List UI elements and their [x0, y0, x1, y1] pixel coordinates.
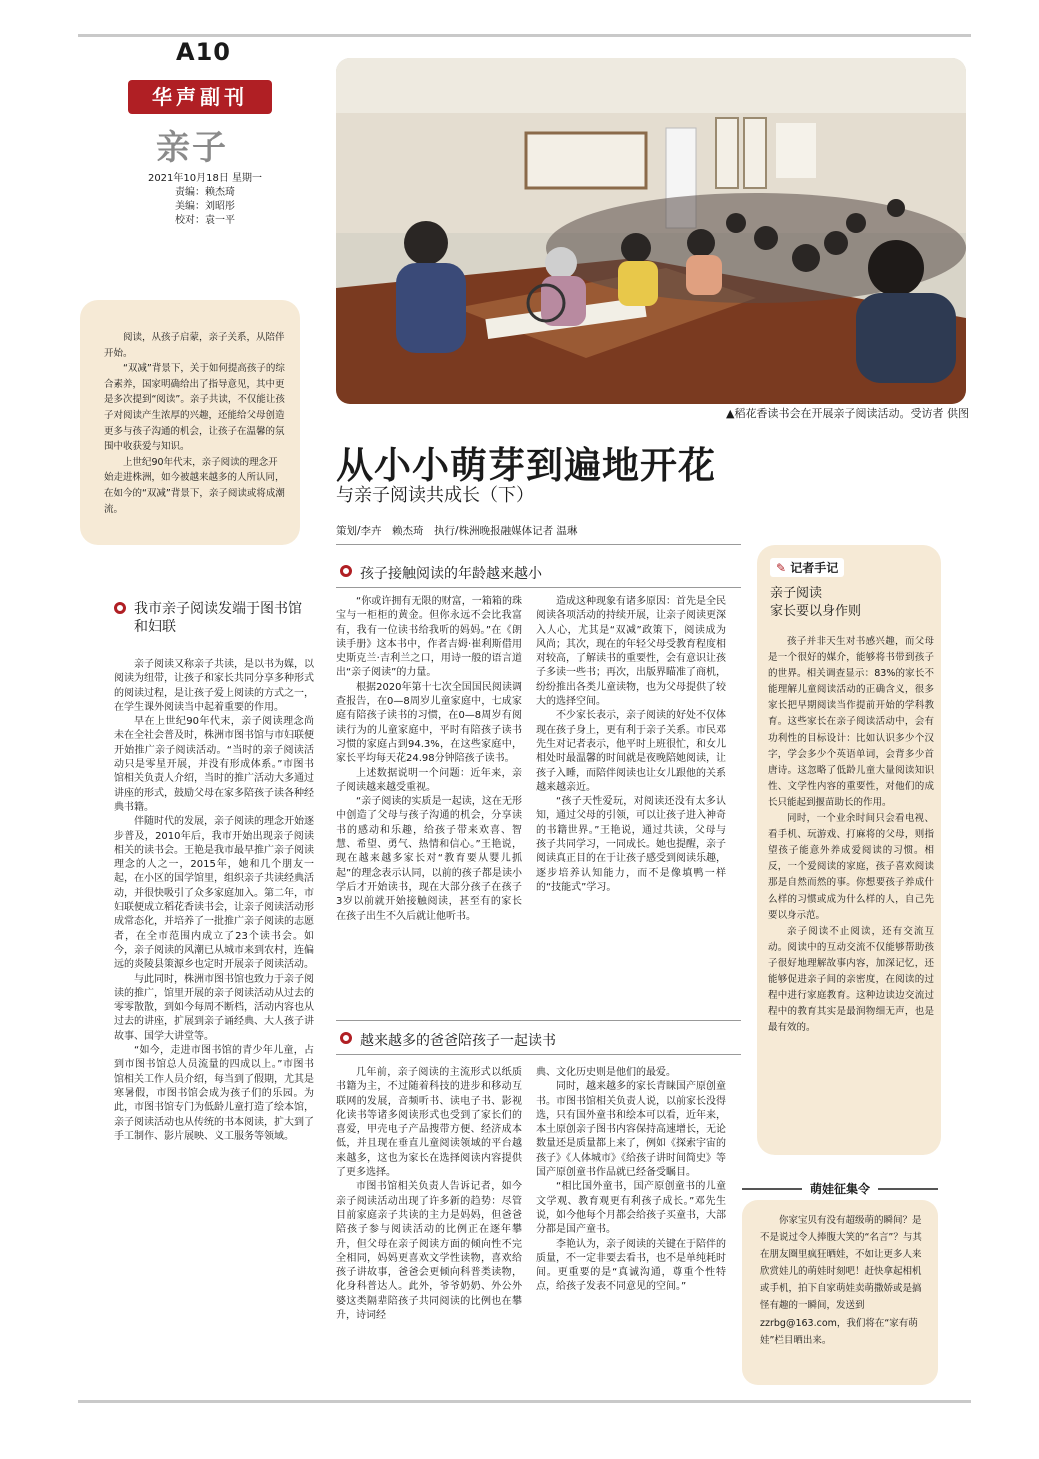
body-paragraph: 亲子阅读又称亲子共读，是以书为媒，以阅读为纽带，让孩子和家长共同分享多种形式的阅读过程，是让孩子爱上阅读的方式之一，在学生课外阅读当中起着重要的作用。 [114, 659, 314, 713]
reporter-note-label: 记者手记 [790, 561, 839, 575]
section-heading-text: 越来越多的爸爸陪孩子一起读书 [360, 1033, 556, 1049]
section-age-column-a [336, 595, 522, 924]
body-paragraph: “如今，走进市图书馆的青少年儿童，占到市图书馆总人员流量的四成以上。”市图书馆相关工作人员介绍，每当到了假期，尤其是寒暑假，市图书馆会成为孩子们的乐园。为此，市图书馆专门为低龄儿童打造了绘本馆，亲子阅读活动也从传统的书本阅读，扩大到了手工制作、影片展映、义工服务等领域。 [114, 1045, 314, 1142]
proofreader-credit: 校对：袁一平 [175, 215, 235, 226]
body-paragraph: 造成这种现象有诸多原因：首先是全民阅读各项活动的持续开展，让亲子阅读更深入人心，尤其是“双减”政策下，阅读成为风尚；其次，现在的年轻父母受教育程度相对较高，了解读书的重要性，会有意识让孩子多读一些书；再次，出版界瞄准了商机，纷纷推出各类儿童读物，也为父母提供了较大的选择空间。 [536, 596, 726, 708]
body-paragraph: 李艳认为，亲子阅读的关键在于陪伴的质量，不一定非要去看书，也不是单纯耗时间。更重要的是“真诚沟通，尊重个性特点，给孩子发表不同意见的空间。” [536, 1238, 726, 1293]
body-paragraph: 市图书馆相关负责人告诉记者，如今亲子阅读活动出现了许多新的趋势：尽管目前家庭亲子共读的主力是妈妈，但爸爸陪孩子参与阅读活动的比例正在逐年攀升，但父母在亲子阅读方面的倾向性不完全相同，妈妈更喜欢文学性读物，喜欢给孩子讲故事，爸爸会更倾向科普类读物，化身科普达人。此外，爷爷奶奶、外公外婆这类隔辈陪孩子共同阅读的比例也在攀升，诗词经 [336, 1181, 522, 1322]
note-paragraph: 同时，一个业余时间只会看电视、看手机、玩游戏、打麻将的父母，则指望孩子能意外养成爱阅读的习惯。相反，一个爱阅读的家庭，孩子喜欢阅读那是自然而然的事。你想要孩子养成什么样的习惯或成为什么样的人，自己先要以身示范。 [768, 813, 934, 921]
section-bullet-icon [114, 602, 126, 614]
article-byline: 策划/李卉 赖杰琦 执行/株洲晚报融媒体记者 温琳 [336, 525, 578, 537]
body-paragraph: 伴随时代的发展，亲子阅读的理念开始逐步普及，2010年后，我市开始出现亲子阅读相关的读书会。王艳是我市最早推广亲子阅读理念的人之一，2015年，她和几个朋友一起，在小区的国学馆里，组织亲子共读经典活动，并很快吸引了众多家庭加入。第二年，市妇联便成立稻花香读书会，让亲子阅读活动形成常态化，并培养了一批推广亲子阅读的志愿者，在全市范围内成立了23个读书会。如今，亲子阅读的风潮已从城市来到农村，连偏远的炎陵县策源乡也定时开展亲子阅读活动。 [114, 816, 314, 971]
section-heading-age [340, 563, 542, 583]
section-age-column-b [536, 595, 726, 895]
reading-session-photo [336, 58, 966, 404]
section-bullet-icon [340, 1032, 352, 1044]
intro-paragraph: 上世纪90年代末，亲子阅读的理念开始走进株洲，如今被越来越多的人所认同，在如今的“双减”背景下，亲子阅读或将成潮流。 [104, 456, 285, 515]
editor-credit: 责编：赖杰琦 [175, 187, 235, 198]
column-banner: 华声副刊 [128, 80, 272, 114]
byline-rule [336, 544, 741, 545]
classroom-scene-image [336, 58, 966, 404]
bottom-rule [78, 1400, 971, 1403]
body-paragraph: “你或许拥有无限的财富，一箱箱的珠宝与一柜柜的黄金。但你永远不会比我富有，我有一位读书给我听的妈妈。”在《朗读手册》这本书中，作者吉姆·崔利斯借用史斯克兰·吉利兰之口，用诗一般的语言道出“亲子阅读”的力量。 [336, 596, 522, 679]
intro-paragraph: “双减”背景下，关于如何提高孩子的综合素养，国家明确给出了指导意见，其中更是多次提到“阅读”。亲子共读，不仅能让孩子对阅读产生浓厚的兴趣，还能给父母创造更多与孩子沟通的机会，让孩子在温馨的氛围中收获爱与知识。 [104, 363, 285, 453]
pen-icon: ✎ [776, 561, 787, 575]
article-subheadline: 与亲子阅读共成长（下） [336, 485, 534, 506]
body-paragraph: 与此同时，株洲市图书馆也致力于亲子阅读的推广，馆里开展的亲子阅读活动从过去的零零散散，到如今每周不断档，活动内容也从过去的讲座，扩展到亲子诵经典、大人孩子讲故事、国学大讲堂等。 [114, 973, 314, 1042]
article-headline: 从小小萌芽到遍地开花 [336, 444, 716, 487]
section-heading-text: 我市亲子阅读发端于图书馆和妇联 [134, 601, 302, 635]
body-paragraph: 典、文化历史则是他们的最爱。 [536, 1067, 676, 1078]
body-paragraph: “亲子阅读的实质是一起读，这在无形中创造了父母与孩子沟通的机会，分享读书的感动和乐趣，给孩子带来欢喜、智慧、希望、勇气、热情和信心。”王艳说，现在越来越多家长对“教育要从婴儿抓起”的理念表示认同，以前的孩子都是读小学后才开始读书，现在大部分孩子在孩子3岁以前就开始接触阅读，甚至有的家长在孩子出生不久后就让他听书。 [336, 796, 522, 922]
collect-heading-text: 萌娃征集令 [802, 1182, 878, 1196]
reporter-note-title [770, 585, 861, 621]
body-paragraph: 根据2020年第十七次全国国民阅读调查报告，在0—8周岁儿童家庭中，七成家庭有陪孩子读书的习惯，在0—8周岁有阅读行为的儿童家庭中，平时有陪孩子读书习惯的家庭占到94.3%，在这些家庭中，家长平均每天花24.98分钟陪孩子读书。 [336, 681, 522, 765]
intro-panel [80, 300, 300, 545]
body-paragraph: 上述数据说明一个问题：近年来，亲子阅读越来越受重视。 [336, 767, 522, 793]
note-paragraph: 孩子并非天生对书感兴趣，而父母是一个很好的媒介，能够将书带到孩子的世界。相关调查显示：83%的家长不能理解儿童阅读活动的正确含义，很多家长把早期阅读当作提前开始的学科教育。这些家长在亲子阅读活动中，会有功利性的目标设计：比如认识多少个汉字，学会多少个英语单词，会背多少首唐诗。这忽略了低龄儿童大量阅读知识性、文学性内容的重要性，对他们的成长只能起到揠苗助长的作用。 [768, 636, 934, 808]
note-paragraph: 亲子阅读不止阅读，还有交流互动。阅读中的互动交流不仅能够帮助孩子很好地理解故事内容，加深记忆，还能够促进亲子间的亲密度，在阅读的过程中进行家庭教育。这种边读边交流过程中的教育其实是最润物细无声，也是最有效的。 [768, 925, 934, 1034]
body-paragraph: 同时，越来越多的家长青睐国产原创童书。市图书馆相关负责人说，以前家长没得选，只有国外童书和绘本可以看，近年来，本土原创亲子图书内容保持高速增长，无论数量还是质量都上来了，例如《探索宇宙的孩子》《人体城市》《给孩子讲时间简史》等国产原创童书作品就已经备受瞩目。 [536, 1081, 726, 1179]
collect-notice: 你家宝贝有没有超级萌的瞬间？是不是说过令人捧腹大笑的“名言”？与其在朋友圈里疯狂晒娃，不如让更多人来欣赏娃儿的萌娃时刻吧！赶快拿起相机或手机，拍下自家萌娃卖萌撒娇或是搞怪有趣的一瞬间，发送到zzrbg@163.com，我们将在“家有萌娃”栏目晒出来。 [742, 1200, 938, 1385]
page-number: A10 [176, 38, 231, 66]
body-paragraph: 几年前，亲子阅读的主流形式以纸质书籍为主，不过随着科技的进步和移动互联网的发展，音频听书、读电子书、影视化读书等诸多阅读形式也受到了家长们的喜爱，甲壳电子产品搜带方便、经济成本低，并且现在垂直儿童阅读领域的平台越来越多，这也为家长在选择阅读内容提供了更多选择。 [336, 1067, 522, 1179]
body-paragraph: 早在上世纪90年代末，亲子阅读理念尚未在全社会普及时，株洲市图书馆与市妇联便开始推广亲子阅读活动。“当时的亲子阅读活动只是零星开展，并没有形成体系。”市图书馆相关负责人介绍，当时的推广活动大多通过讲座的形式，鼓励父母在家多陪孩子读各种经典书籍。 [114, 716, 314, 813]
section-heading-origin [114, 600, 314, 636]
collect-heading [742, 1180, 938, 1197]
body-paragraph: “孩子天性爱玩，对阅读还没有太多认知，通过父母的引领，可以让孩子进入神奇的书籍世界。”王艳说，通过共读，父母与孩子共同学习，一同成长。她也提醒，亲子阅读真正目的在于让孩子感受到阅读乐趣，逐步培养认知能力，而不是像填鸭一样的“技能式”学习。 [536, 796, 726, 893]
reporter-note-title-line1: 亲子阅读 [770, 586, 823, 601]
section-title: 亲子 [156, 128, 228, 168]
section-rule [336, 587, 741, 588]
photo-caption: ▲稻花香读书会在开展亲子阅读活动。受访者 供图 [726, 407, 969, 420]
reporter-note-tag [770, 558, 844, 577]
section-rule [336, 1054, 741, 1055]
section-rule [336, 1020, 741, 1021]
section-heading-text: 孩子接触阅读的年龄越来越小 [360, 566, 542, 582]
section-heading-fathers [340, 1030, 556, 1050]
body-paragraph: 不少家长表示，亲子阅读的好处不仅体现在孩子身上，更有利于亲子关系。市民邓先生对记者表示，他平时上班很忙，和女儿相处时最温馨的时间就是夜晚陪她阅读，让孩子入睡，而陪伴阅读也让女儿跟他的关系越来越亲近。 [536, 710, 726, 793]
masthead-meta [130, 172, 280, 228]
section-origin-body [114, 658, 314, 1144]
top-rule [78, 34, 971, 37]
issue-date: 2021年10月18日 星期一 [147, 173, 263, 184]
section-bullet-icon [340, 565, 352, 577]
section-fathers-column-b [536, 1066, 726, 1295]
intro-paragraph: 阅读，从孩子启蒙，亲子关系，从陪伴开始。 [104, 332, 285, 359]
reporter-note-body [768, 634, 934, 1036]
art-editor-credit: 美编：刘昭彤 [175, 201, 235, 212]
body-paragraph: “相比国外童书，国产原创童书的儿童文学观、教育观更有利孩子成长。”邓先生说，如今他每个月都会给孩子买童书，大部分都是国产童书。 [536, 1181, 726, 1236]
reporter-note-title-line2: 家长要以身作则 [770, 604, 862, 619]
section-fathers-column-a [336, 1066, 522, 1323]
